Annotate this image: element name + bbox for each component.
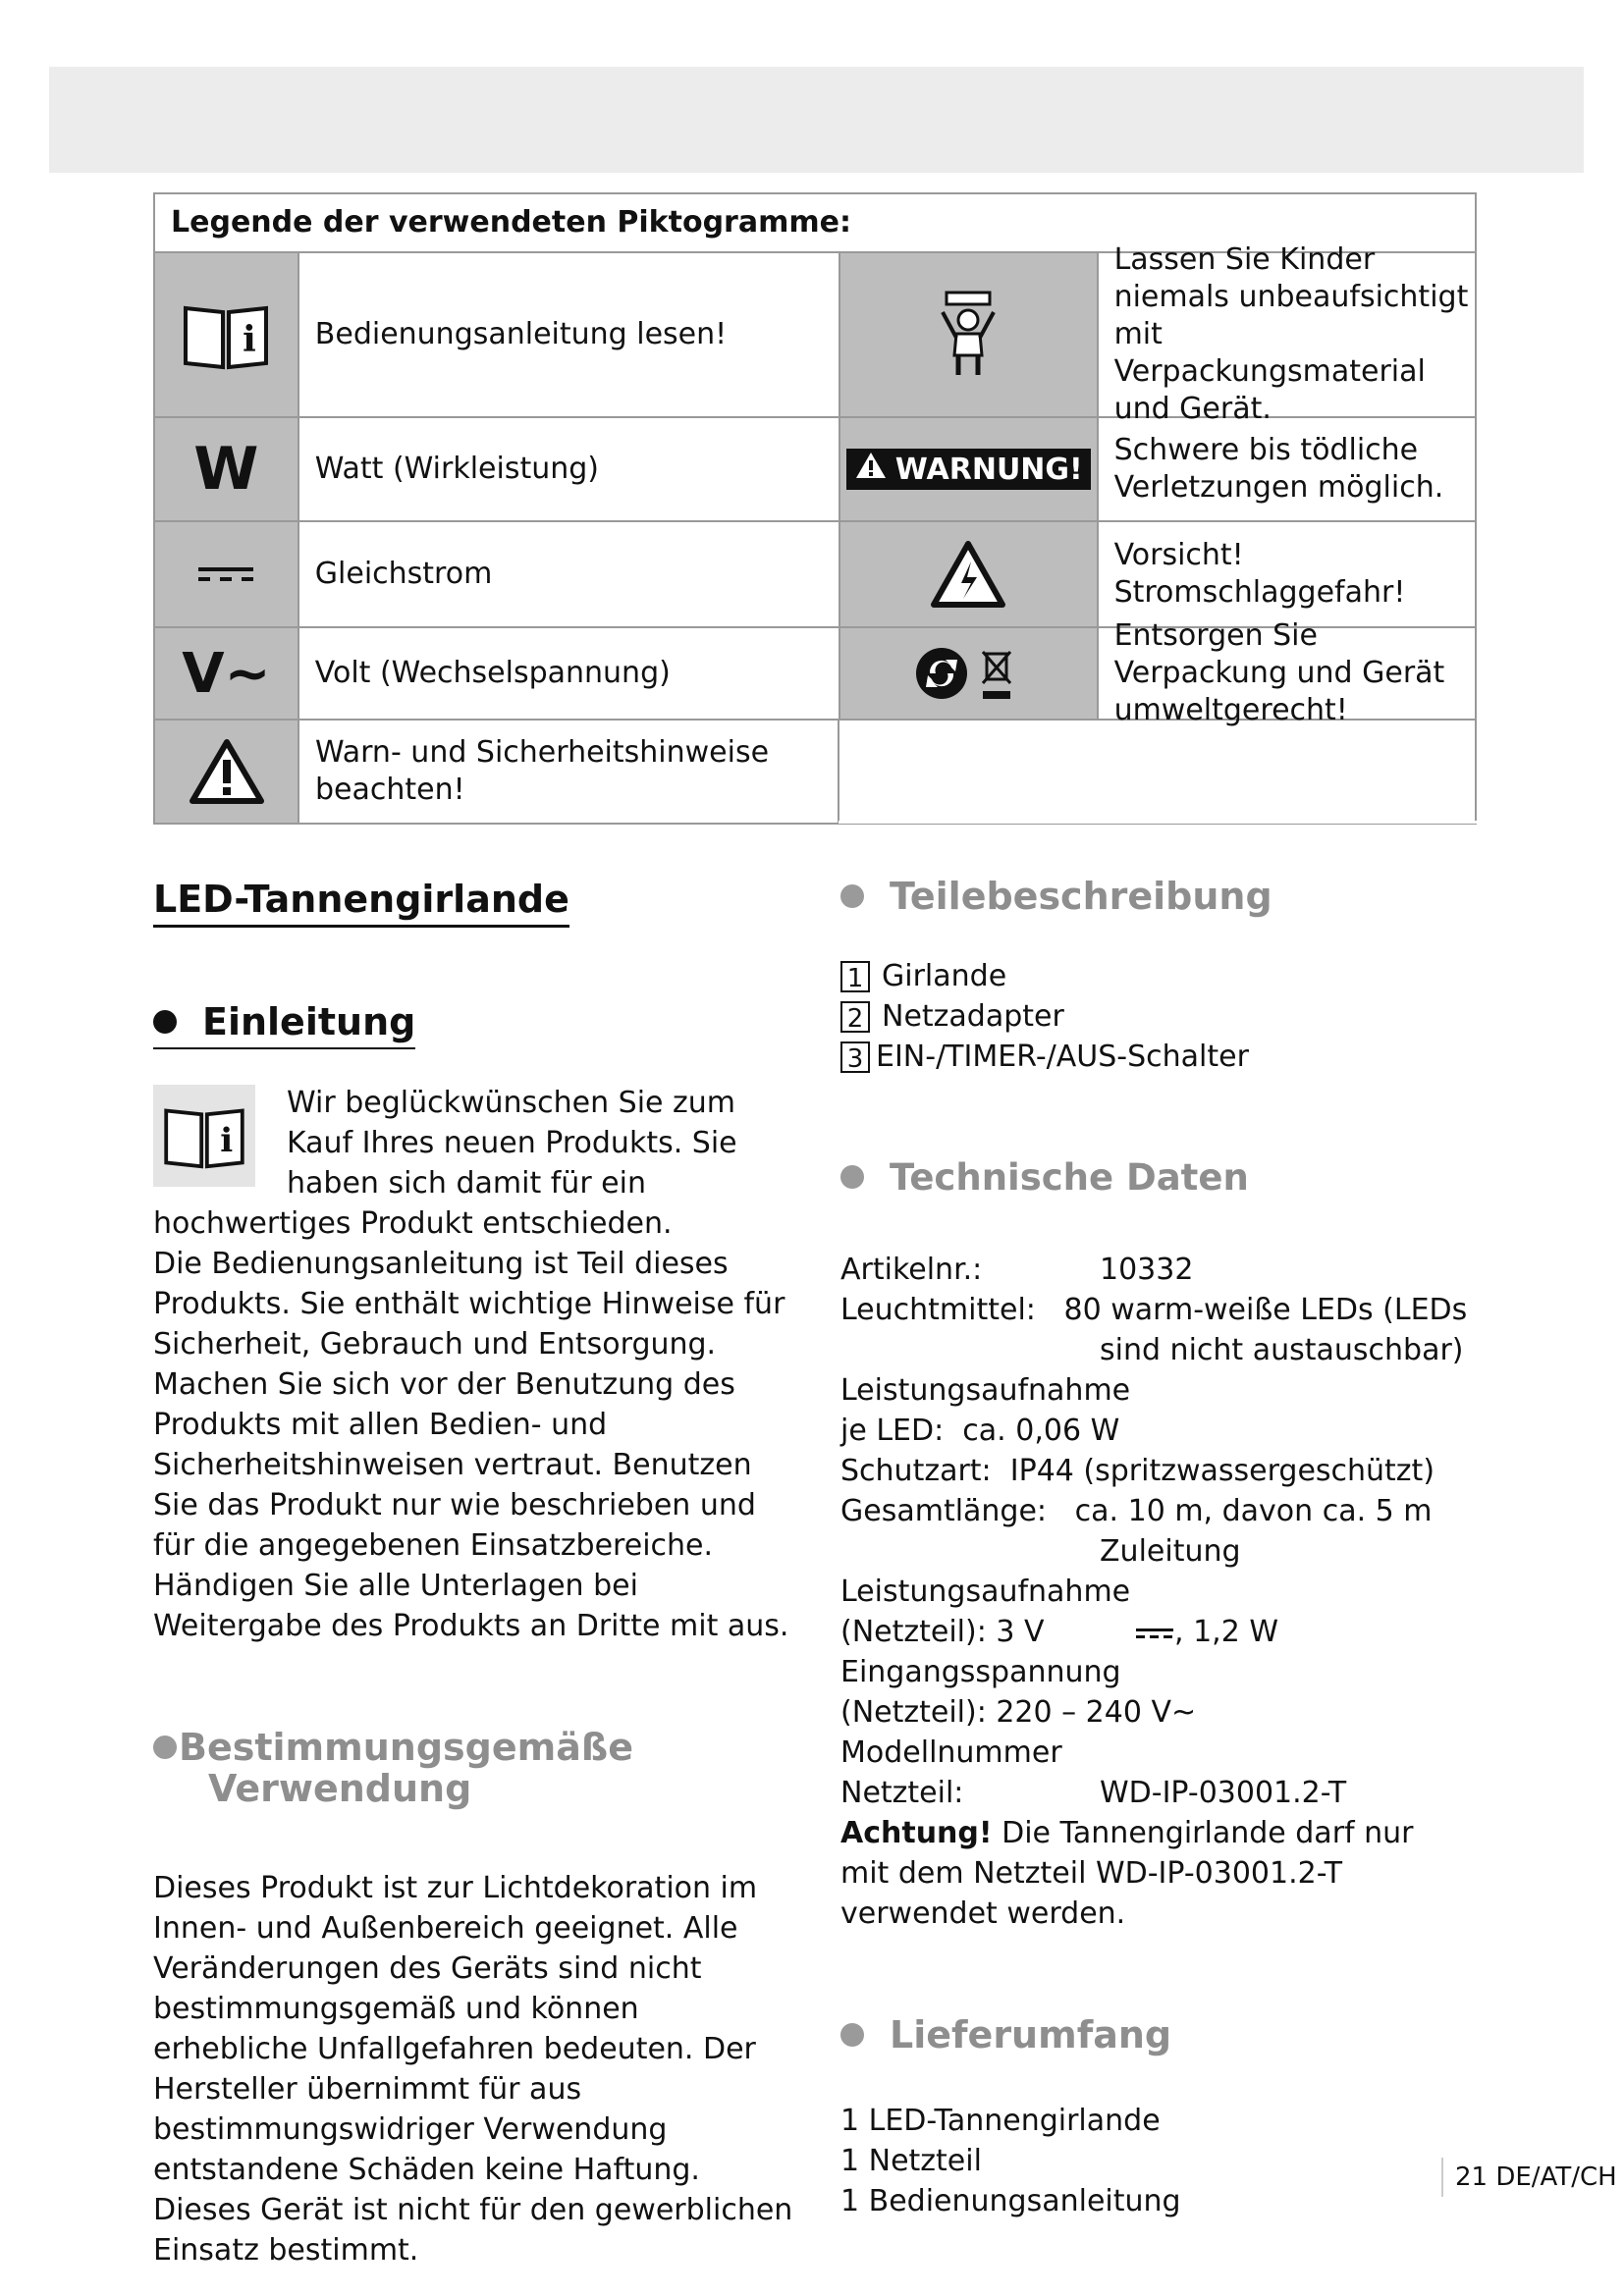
tech-row: (Netzteil): 3 V , 1,2 W	[840, 1615, 1278, 1649]
svg-text:i: i	[220, 1121, 234, 1161]
list-item: 3 EIN-/TIMER-/AUS-Schalter	[840, 1037, 1469, 1077]
child-packaging-warning-icon	[839, 253, 1099, 416]
legend-text: Lassen Sie Kinder niemals unbeaufsichtigt mit Verpackungsmaterial und Gerät.	[1113, 242, 1469, 426]
legend-text: Gleichstrom	[314, 557, 493, 591]
legend-text: Entsorgen Sie Verpackung und Gerät umweltgerecht!	[1113, 618, 1445, 727]
electric-shock-warning-icon	[839, 522, 1099, 626]
usage-section	[153, 1727, 801, 1809]
legend-row	[155, 618, 1475, 727]
delivery-heading: Lieferumfang	[840, 2014, 1469, 2056]
tech-row: (Netzteil): 220 – 240 V~	[840, 1695, 1197, 1730]
list-item: 1 Bedienungsanleitung	[840, 2184, 1181, 2218]
attention-note: Achtung! Die Tannengirlande darf nur mit dem Netzteil WD-IP-03001.2-T verwendet werden.	[840, 1816, 1414, 1931]
bullet-icon	[153, 1735, 177, 1759]
tech-row: Leistungsaufnahme	[840, 1575, 1131, 1609]
intro-heading: Einleitung	[153, 1000, 415, 1049]
legend-text: Watt (Wirkleistung)	[314, 452, 600, 486]
list-item: 1 Netzteil	[840, 2144, 982, 2178]
legend-text: Volt (Wechselspannung)	[314, 656, 671, 690]
legend-text: Schwere bis tödliche Verletzungen möglich.	[1113, 433, 1444, 505]
list-item: 1 LED-Tannengirlande	[840, 2104, 1161, 2138]
intro-paragraph: Wir beglückwünschen Sie zum Kauf Ihres neuen Produkts. Sie haben sich damit für ein hochwertiges Produkt entschieden.	[153, 1086, 737, 1241]
tech-row: Schutzart: IP44 (spritzwassergeschützt)	[840, 1454, 1435, 1488]
left-column	[153, 864, 801, 2270]
right-column	[840, 864, 1469, 2221]
svg-text:i: i	[243, 319, 257, 360]
tech-row: Gesamtlänge: ca. 10 m, davon ca. 5 m	[840, 1494, 1433, 1528]
intro-section	[153, 1000, 801, 1049]
list-item: 2 Netzadapter	[840, 996, 1469, 1037]
bullet-icon	[840, 2023, 864, 2047]
legend-text: Bedienungsanleitung lesen!	[314, 317, 728, 351]
tech-row: Zuleitung	[1100, 1534, 1241, 1569]
legend-row	[155, 418, 1475, 522]
pictogram-legend-table	[153, 192, 1477, 825]
tech-row: Netzteil: WD-IP-03001.2-T	[840, 1776, 1347, 1810]
bullet-icon	[840, 1165, 864, 1189]
volt-ac-icon: V~	[155, 628, 299, 719]
manual-book-icon	[153, 1085, 255, 1187]
list-item: 1 Girlande	[840, 956, 1469, 996]
legend-text: Warn- und Sicherheitshinweise beachten!	[299, 721, 839, 823]
delivery-list	[840, 2101, 1469, 2221]
usage-heading: Bestimmungsgemäße Verwendung	[153, 1727, 801, 1809]
parts-list	[840, 956, 1469, 1077]
header-band	[49, 67, 1584, 173]
tech-row: Modellnummer	[840, 1735, 1062, 1770]
legend-row	[155, 522, 1475, 628]
parts-heading: Teilebeschreibung	[840, 876, 1469, 917]
tech-row: je LED: ca. 0,06 W	[840, 1414, 1120, 1448]
warning-triangle-icon	[155, 721, 299, 823]
watt-symbol-icon: W	[155, 418, 299, 520]
intro-paragraph: Die Bedienungsanleitung ist Teil dieses Produkts. Sie enthält wichtige Hinweise für Sicherheit, Gebrauch und Entsorgung. Machen Sie sich vor der Benutzung des Produkts mit allen Bedien- und Sicherheitshinweisen vertraut. Benutzen Sie das Produkt nur wie beschrieben und für die angegebenen Einsatzbereiche. Händigen Sie alle Unterlagen bei Weitergabe des Produkts an Dritte mit aus.	[153, 1247, 789, 1643]
tech-row: sind nicht austauschbar)	[1100, 1333, 1464, 1367]
tech-row: Leistungsaufnahme	[840, 1373, 1131, 1408]
manual-book-icon	[155, 253, 299, 416]
direct-current-icon	[1135, 1615, 1174, 1649]
bullet-icon	[840, 884, 864, 908]
page-number: 21 DE/AT/CH	[1441, 2158, 1617, 2197]
direct-current-icon	[155, 522, 299, 626]
warning-badge-icon: WARNUNG!	[839, 418, 1099, 520]
product-title: LED-Tannengirlande	[153, 876, 569, 928]
legend-row	[155, 242, 1475, 426]
tech-heading: Technische Daten	[840, 1157, 1469, 1199]
tech-row: Eingangsspannung	[840, 1655, 1121, 1689]
warning-triangle-icon	[854, 451, 888, 488]
legend-text: Vorsicht! Stromschlaggefahr!	[1113, 538, 1406, 610]
tech-row: Artikelnr.: 10332	[840, 1253, 1194, 1287]
tech-data	[840, 1250, 1469, 1934]
legend-title: Legende der verwendeten Piktogramme:	[155, 194, 1475, 253]
recycle-disposal-icon	[839, 628, 1099, 719]
tech-row: Leuchtmittel: 80 warm-weiße LEDs (LEDs	[840, 1293, 1468, 1327]
intro-body	[153, 1083, 801, 1646]
legend-row	[155, 721, 1475, 823]
usage-paragraph: Dieses Produkt ist zur Lichtdekoration im Innen- und Außenbereich geeignet. Alle Veränderungen des Geräts sind nicht bestimmungsgemäß und können erhebliche Unfallgefahren bedeuten. Der Hersteller übernimmt für aus bestimmungswidriger Verwendung entstandene Schäden keine Haftung. Dieses Gerät ist nicht für den gewerblichen Einsatz bestimmt.	[153, 1871, 793, 2268]
bullet-icon	[153, 1010, 177, 1034]
